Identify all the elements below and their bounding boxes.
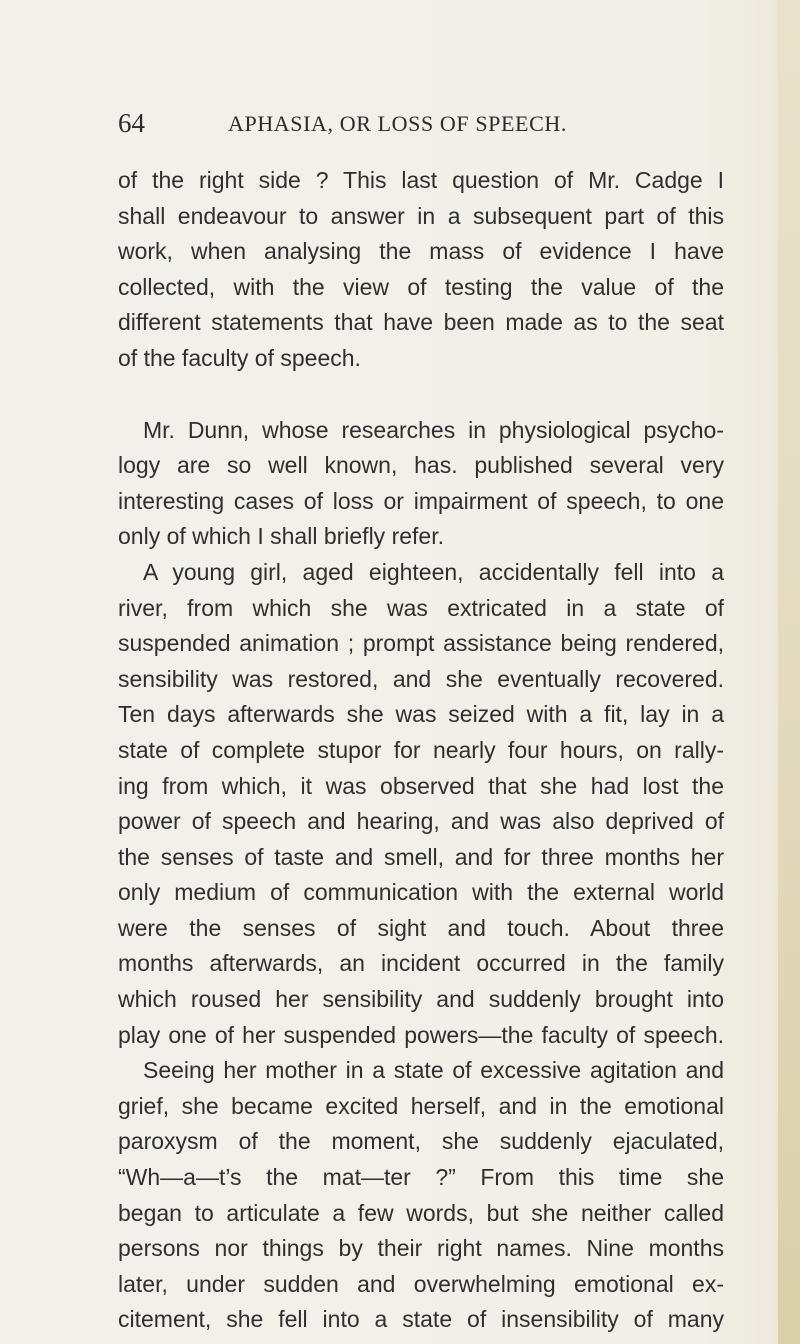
page-header <box>118 108 718 144</box>
text-line: which roused her sensibility and suddenly brought into <box>118 986 724 1013</box>
paragraph-1 <box>118 163 724 377</box>
text-line: shall endeavour to answer in a subsequent part of this <box>118 202 724 229</box>
text-line: of the right side ? This last question of Mr. Cadge I <box>118 167 724 193</box>
text-line: the senses of taste and smell, and for three months her <box>118 843 724 870</box>
text-line: collected, with the view of testing the value of the <box>118 273 724 300</box>
page-edge <box>778 0 800 1344</box>
text-line: suspended animation ; prompt assistance being rendered, <box>118 630 724 657</box>
text-line: power of speech and hearing, and was also deprived of <box>118 808 724 835</box>
text-line: Ten days afterwards she was seized with a fit, lay in a <box>118 701 724 728</box>
text-line: of the faculty of speech. <box>118 344 361 371</box>
body-text <box>118 163 724 1338</box>
running-head: APHASIA, OR LOSS OF SPEECH. <box>228 111 567 136</box>
text-line: interesting cases of loss or impairment of speech, to one <box>118 487 724 514</box>
text-line: ing from which, it was observed that she had lost the <box>118 772 724 799</box>
text-line: different statements that have been made as to the seat <box>118 309 724 336</box>
text-line: persons nor things by their right names. Nine months <box>118 1235 724 1262</box>
text-line: play one of her suspended powers—the faculty of speech. <box>118 1021 724 1048</box>
text-line: months afterwards, an incident occurred in the family <box>118 950 724 977</box>
paragraph-2 <box>118 413 724 555</box>
text-line: only of which I shall briefly refer. <box>118 523 444 550</box>
text-line: logy are so well known, has. published several very <box>118 452 724 479</box>
text-line: only medium of communication with the external world <box>118 879 724 906</box>
text-line: Seeing her mother in a state of excessive agitation and <box>143 1057 724 1084</box>
text-line: river, from which she was extricated in a state of <box>118 594 724 621</box>
text-line: paroxysm of the moment, she suddenly ejaculated, <box>118 1128 724 1155</box>
text-line: A young girl, aged eighteen, accidentally fell into a <box>143 558 724 585</box>
text-line: later, under sudden and overwhelming emotional ex- <box>118 1270 724 1297</box>
paragraph-gap <box>118 377 724 413</box>
text-line: citement, she fell into a state of insensibility of many <box>118 1306 724 1333</box>
text-line: were the senses of sight and touch. About three <box>118 914 724 941</box>
text-line: began to articulate a few words, but she neither called <box>118 1199 724 1226</box>
text-line: state of complete stupor for nearly four hours, on rally- <box>118 736 724 763</box>
page-number: 64 <box>118 108 145 138</box>
text-line: sensibility was restored, and she eventually recovered. <box>118 665 724 692</box>
paragraph-3 <box>118 555 724 1338</box>
text-line: work, when analysing the mass of evidence I have <box>118 238 724 265</box>
text-line: Mr. Dunn, whose researches in physiological psycho- <box>143 416 724 443</box>
text-line: grief, she became excited herself, and in the emotional <box>118 1092 724 1119</box>
text-line: “Wh—a—t’s the mat—ter ?” From this time she <box>118 1164 724 1191</box>
